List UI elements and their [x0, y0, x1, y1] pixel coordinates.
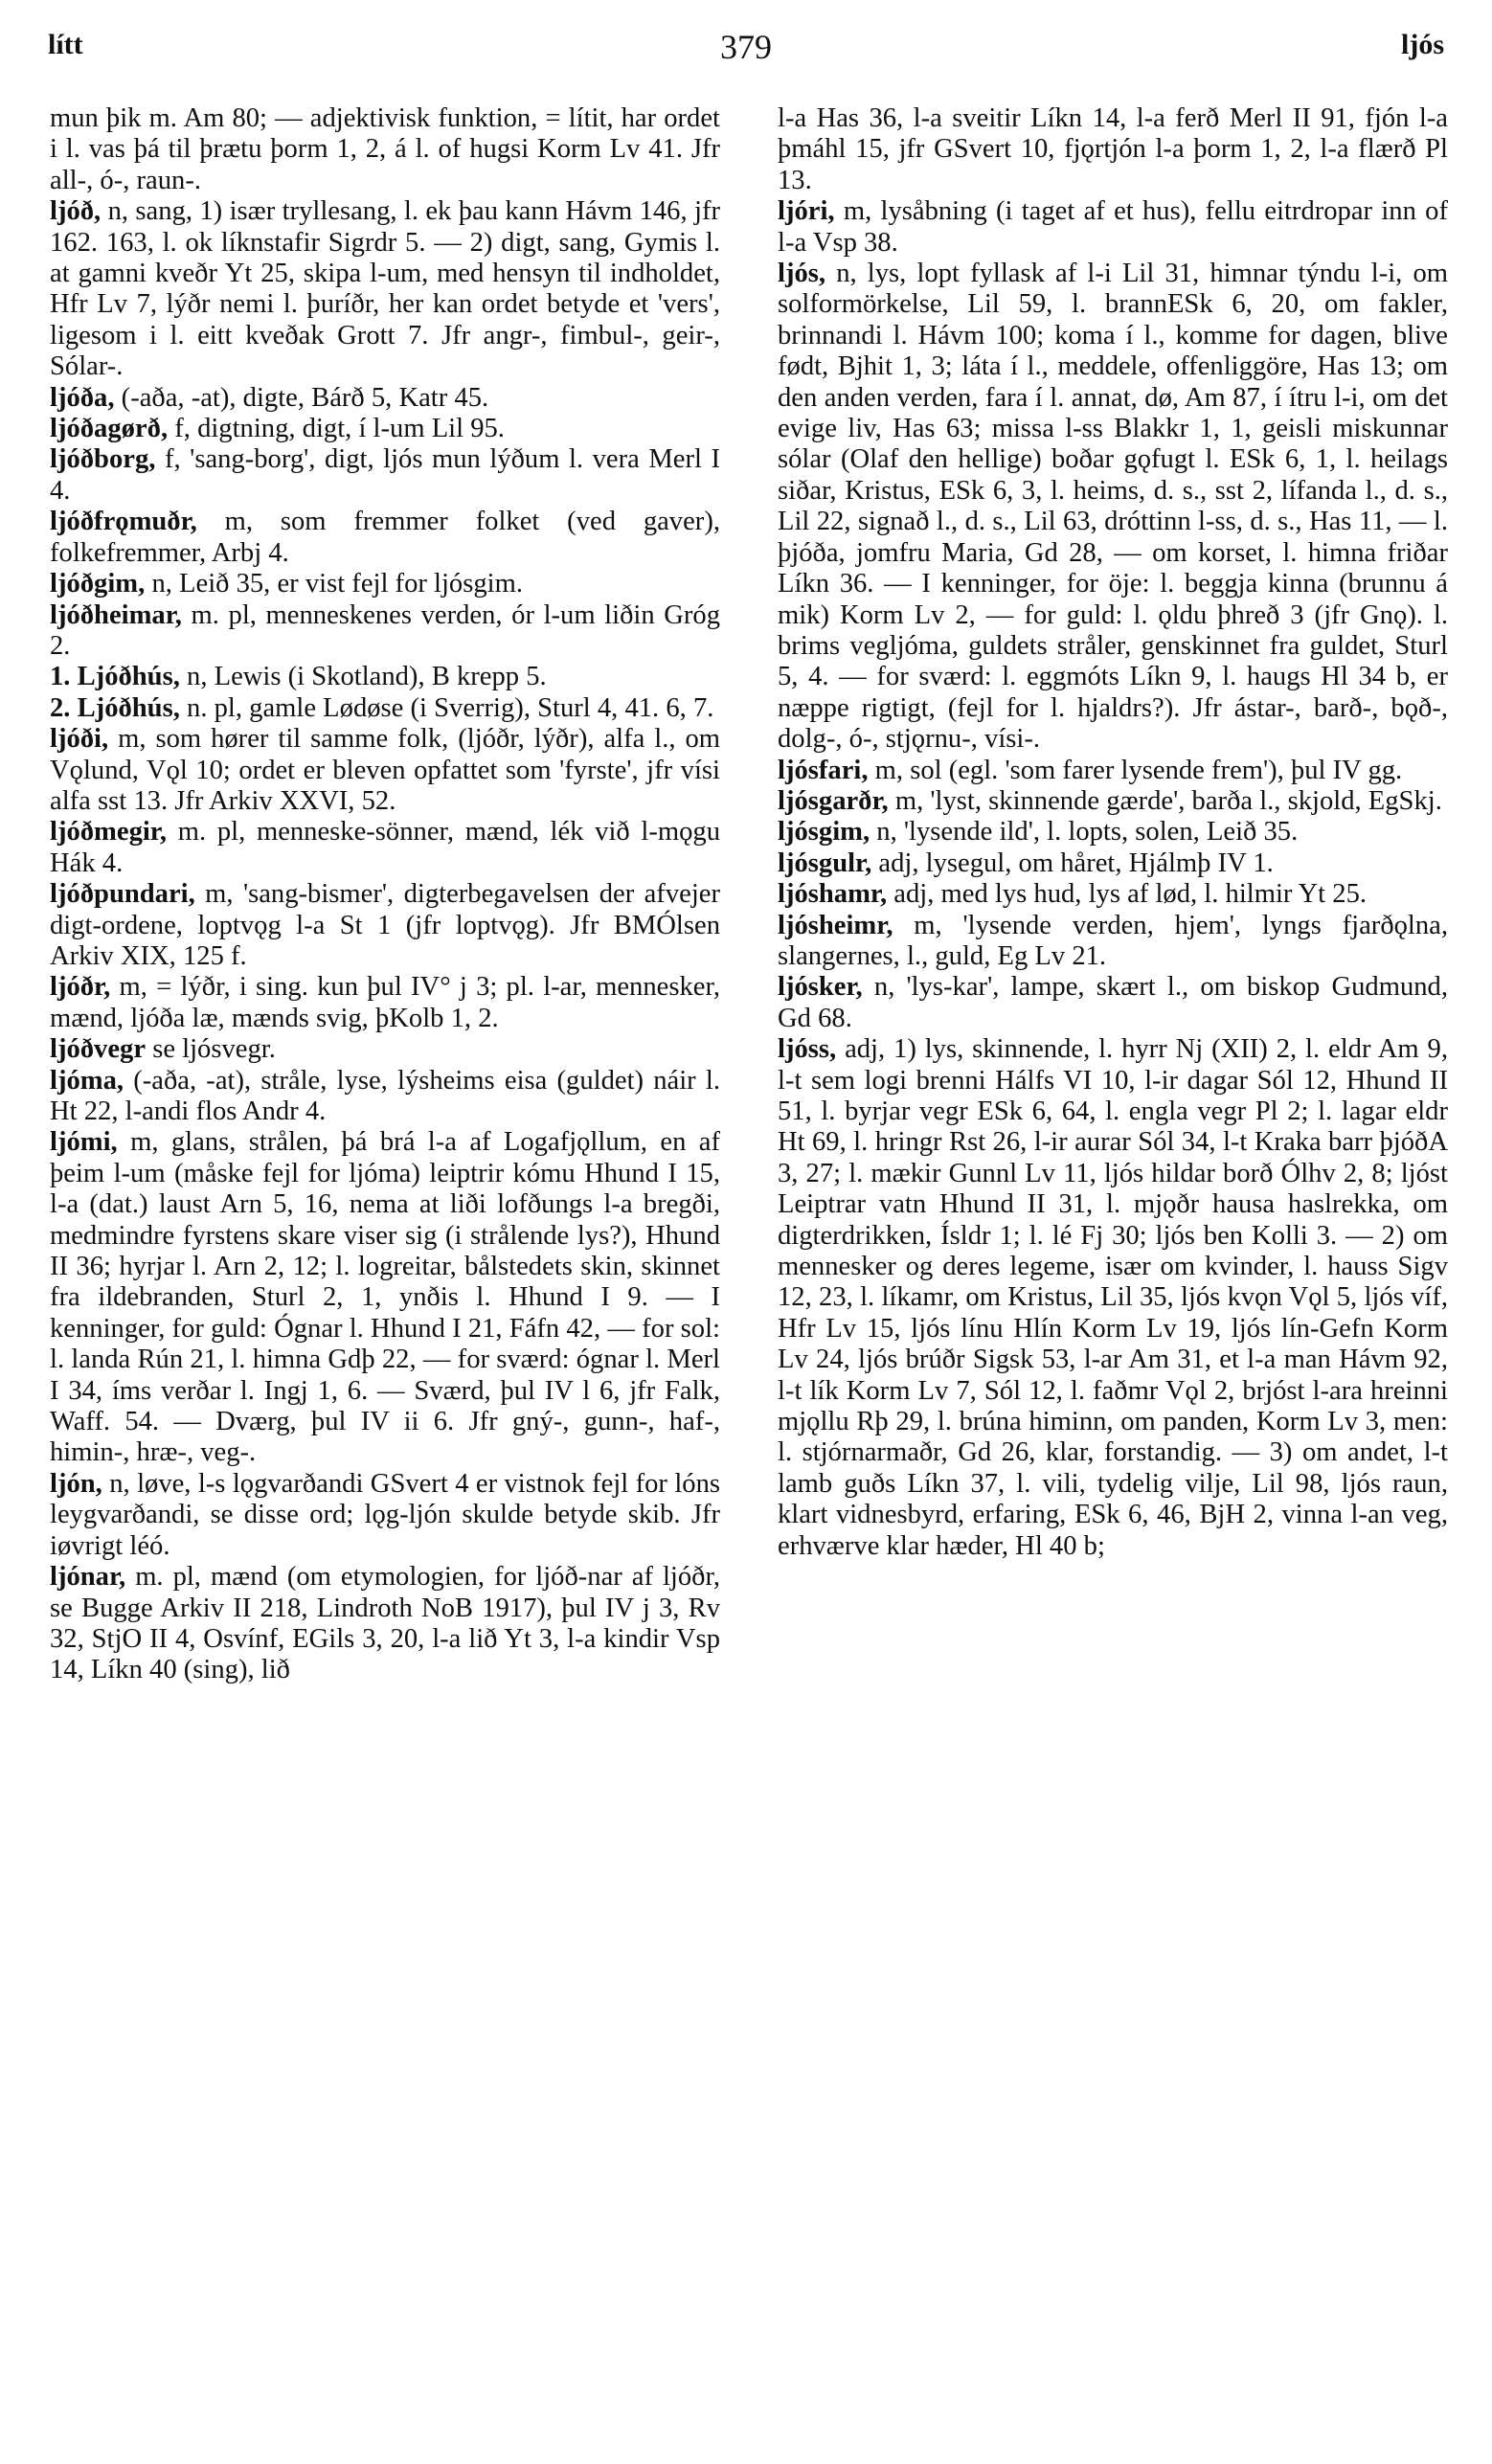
entry-headword: ljóðfrǫmuðr,: [50, 507, 197, 537]
entry-definition: f, 'sang-borg', digt, ljós mun lýðum l. vera Merl I 4.: [50, 444, 720, 506]
entry-definition: n, 'lysende ild', l. lopts, solen, Leið 35.: [876, 817, 1299, 848]
entry-headword: 1. Ljóðhús,: [50, 662, 180, 692]
entry-headword: ljóshamr,: [778, 879, 888, 910]
entry-definition: n, løve, l-s lǫgvarðandi GSvert 4 er vistnok fejl for lóns leygvarðandi, se disse ord; lǫg-ljón skulde betyde skib. Jfr iøvrigt léó.: [50, 1468, 720, 1561]
entry-headword: ljós,: [778, 259, 826, 289]
entry-definition: f, digtning, digt, í l-um Lil 95.: [174, 414, 505, 444]
entry-headword: ljóðheimar,: [50, 599, 182, 630]
entry-definition: m. pl, menneske-sönner, mænd, lék við l-mǫgu Hák 4.: [50, 817, 720, 878]
entry-definition: m, = lýðr, i sing. kun þul IV° j 3; pl. l-ar, mennesker, mænd, ljóða læ, mænds svig, þKolb 1, 2.: [50, 972, 720, 1033]
entry-definition: m, 'sang-bismer', digterbegavelsen der afvejer digt-ordene, loptvǫg l-a St 1 (jfr loptvǫg). Jfr BMÓlsen Arkiv XIX, 125 f.: [50, 879, 720, 971]
dictionary-entry: [50, 972, 720, 1034]
entry-headword: ljóss,: [778, 1034, 837, 1065]
entry-headword: 2. Ljóðhús,: [50, 692, 180, 723]
dictionary-entry: [778, 972, 1448, 1034]
header-first-word: lítt: [48, 29, 83, 60]
entry-definition: n, 'lys-kar', lampe, skært l., om biskop Gudmund, Gd 68.: [778, 972, 1448, 1033]
dictionary-entry: [778, 196, 1448, 259]
dictionary-entry: [778, 817, 1448, 848]
entry-definition: m, 'lyst, skinnende gærde', barða l., skjold, EgSkj.: [894, 785, 1442, 816]
dictionary-entry: [50, 444, 720, 507]
dictionary-entry: [50, 103, 720, 196]
dictionary-entry: [50, 600, 720, 663]
entry-headword: ljóðpundari,: [50, 879, 195, 910]
entry-definition: (-aða, -at), stråle, lyse, lýsheims eisa (guldet) náir l. Ht 22, l-andi flos Andr 4.: [50, 1065, 720, 1126]
dictionary-entry: [50, 1469, 720, 1562]
entry-definition: m, 'lysende verden, hjem', lyngs fjarðǫlna, slangernes, l., guld, Eg Lv 21.: [778, 910, 1448, 971]
dictionary-entry: [50, 662, 720, 692]
entry-definition: m, som hører til samme folk, (ljóðr, lýðr), alfa l., om Vǫlund, Vǫl 10; ordet er bleven opfattet som 'fyrste', jfr vísi alfa sst 13. Jfr Arkiv XXVI, 52.: [50, 724, 720, 816]
entry-definition: m, som fremmer folket (ved gaver), folkefremmer, Arbj 4.: [50, 507, 720, 568]
entry-definition: n, sang, 1) især tryllesang, l. ek þau kann Hávm 146, jfr 162. 163, l. ok líknstafir Sigrdr 5. — 2) digt, sang, Gymis l. at gamni kveðr Yt 25, skipa l-um, med hensyn til indholdet, Hfr Lv 7, lýðr nemi l. þuríðr, her kan ordet betyde et 'vers', ligesom i l. eitt kveðak Grott 7. Jfr angr-, fimbul-, geir-, Sólar-.: [50, 196, 720, 382]
dictionary-entry: [50, 507, 720, 569]
entry-headword: ljóðgim,: [50, 569, 146, 599]
right-column: [778, 103, 1448, 1562]
entry-headword: ljóðr,: [50, 972, 111, 1003]
entry-headword: ljónar,: [50, 1562, 126, 1593]
dictionary-entry: [778, 756, 1448, 786]
dictionary-entry: [50, 414, 720, 444]
entry-headword: ljósker,: [778, 972, 863, 1003]
entry-definition: adj, 1) lys, skinnende, l. hyrr Nj (XII) 2, l. eldr Am 9, l-t sem logi brenni Hálfs VI 10, l-ir dagar Sól 12, Hhund II 51, l. byrjar vegr ESk 6, 64, l. engla vegr Pl 2; l. lagar eldr Ht 69, l. hringr Rst 26, l-ir aurar Sól 34, l-t Kraka barr þjóðA 3, 27; l. mækir Gunnl Lv 11, ljós hildar borð Ólhv 2, 8; ljóst Leiptrar vatn Hhund II 31, l. mjǫðr hausa haslrekka, om digterdrikken, Ísldr 1; l. lé Fj 30; ljós ben Kolli 3. — 2) om mennesker og deres legeme, især om kvinder, l. hauss Sigv 12, 23, l. líkamr, om Kristus, Lil 35, ljós kvǫn Vǫl 5, ljós víf, Hfr Lv 15, ljós línu Hlín Korm Lv 19, ljós lín-Gefn Korm Lv 24, ljós brúðr Sigsk 53, l-ar Am 31, et l-a man Hávm 92, l-t lík Korm Lv 7, Sól 12, l. faðmr Vǫl 2, brjóst l-ara hreinni mjǫllu Rþ 29, l. brúna himinn, om panden, Korm Lv 3, men: l. stjórnarmaðr, Gd 26, klar, forstandig. — 3) om andet, l-t lamb guðs Líkn 37, l. vili, tydelig vilje, Lil 98, ljós raun, klart vidnesbyrd, erfaring, ESk 6, 46, BjH 2, vinna l-an veg, erhværve klar hæder, Hl 40 b;: [778, 1034, 1448, 1561]
dictionary-entry: [50, 383, 720, 414]
dictionary-entry: [778, 103, 1448, 196]
entry-headword: ljóða,: [50, 382, 115, 413]
entry-headword: ljón,: [50, 1468, 102, 1499]
entry-headword: ljósgarðr,: [778, 785, 889, 816]
entry-definition: m, sol (egl. 'som farer lysende frem'), þul IV gg.: [874, 755, 1403, 785]
header-last-word: ljós: [1401, 29, 1444, 60]
entry-headword: ljósfari,: [778, 755, 869, 785]
entry-headword: ljósgim,: [778, 817, 870, 848]
dictionary-entry: [778, 1034, 1448, 1562]
entry-headword: ljósheimr,: [778, 910, 893, 940]
entry-definition: adj, med lys hud, lys af lød, l. hilmir Yt 25.: [893, 879, 1368, 910]
entry-definition: adj, lysegul, om håret, Hjálmþ IV 1.: [878, 848, 1274, 878]
entry-definition: l-a Has 36, l-a sveitir Líkn 14, l-a ferð Merl II 91, fjón l-a þmáhl 15, jfr GSvert 10, fjǫrtjón l-a þorm 1, 2, l-a flærð Pl 13.: [778, 103, 1448, 195]
entry-definition: m, glans, strålen, þá brá l-a af Logafjǫllum, en af þeim l-um (måske fejl for ljóma) leiptrir kómu Hhund I 15, l-a (dat.) laust Arn 5, 16, nema at liði lofðungs l-a bregði, medmindre fyrstens skare viser sig (i strålende lys?), Hhund II 36; hyrjar l. Arn 2, 12; l. logreitar, bålstedets skin, skinnet fra ildebranden, Sturl 2, 1, ynðis l. Hhund I 9. — I kenninger, for guld: Ógnar l. Hhund I 21, Fáfn 42, — for sol: l. landa Rún 21, l. himna Gdþ 22, — for sværd: ógnar l. Merl I 34, íms verðar l. Ingj 1, 6. — Sværd, þul IV l 6, jfr Falk, Waff. 54. — Dværg, þul IV ii 6. Jfr gný-, gunn-, haf-, himin-, hræ-, veg-.: [50, 1127, 720, 1468]
entry-headword: ljóðmegir,: [50, 817, 168, 848]
entry-definition: n, Lewis (i Skotland), B krepp 5.: [187, 662, 547, 692]
entry-headword: ljóð,: [50, 196, 102, 227]
entry-definition: n, lys, lopt fyllask af l-i Lil 31, himnar týndu l-i, om solformörkelse, Lil 59, l. brannESk 6, 20, om fakler, brinnandi l. Hávm 100; koma í l., komme for dagen, blive født, Bjhit 1, 3; láta í l., meddele, offenliggöre, Has 13; om den anden verden, fara í l. annat, dø, Am 87, í ítru l-i, om det evige liv, Has 63; missa l-ss Blakkr 1, 1, geisli miskunnar sólar (Olaf den hellige) boðar gǫfugt l. ESk 6, 1, l. heilags siðar, Kristus, ESk 6, 3, l. heims, d. s., sst 2, lífanda l., d. s., Lil 22, signað l., d. s., Lil 63, dróttinn l-ss, d. s., Has 11, — l. þjóða, jomfru Maria, Gd 28, — om korset, l. himna friðar Líkn 36. — I kenninger, for öje: l. beggja kinna (brunnu á mik) Korm Lv 2, — for guld: l. ǫldu þhreð 3 (jfr Gnǫ). l. brims vegljóma, guldets stråler, genskinnet fra guldet, Sturl 5, 4. — for sværd: l. eggmóts Líkn 9, l. haugs Hl 34 b, er næppe rigtigt, (fejl for l. hjaldrs?). Jfr ástar-, barð-, bǫð-, dolg-, ó-, stjǫrnu-, vísi-.: [778, 259, 1449, 755]
entry-headword: ljóri,: [778, 196, 835, 227]
left-column: [50, 103, 720, 1686]
dictionary-entry: [50, 1127, 720, 1468]
entry-headword: ljóma,: [50, 1065, 124, 1096]
dictionary-entry: [50, 724, 720, 817]
entry-definition: n, Leið 35, er vist fejl for ljósgim.: [151, 569, 523, 599]
entry-definition: n. pl, gamle Lødøse (i Sverrig), Sturl 4, 41. 6, 7.: [187, 692, 714, 723]
dictionary-entry: [50, 879, 720, 972]
running-header: [48, 29, 1444, 75]
dictionary-entry: [778, 848, 1448, 879]
dictionary-entry: [778, 259, 1448, 756]
dictionary-entry: [778, 911, 1448, 973]
entry-headword: ljóðagørð,: [50, 414, 169, 444]
entry-definition: (-aða, -at), digte, Bárð 5, Katr 45.: [121, 382, 489, 413]
entry-definition: mun þik m. Am 80; — adjektivisk funktion, = lítit, har ordet i l. vas þá til þrætu þorm 1, 2, á l. of hugsi Korm Lv 41. Jfr all-, ó-, raun-.: [50, 103, 720, 195]
dictionary-entry: [50, 1034, 720, 1065]
entry-headword: ljóðvegr: [50, 1034, 147, 1065]
dictionary-entry: [50, 817, 720, 879]
page-number: 379: [720, 28, 772, 66]
dictionary-entry: [778, 879, 1448, 910]
entry-headword: ljóðborg,: [50, 444, 156, 475]
dictionary-entry: [50, 693, 720, 724]
dictionary-entry: [50, 1562, 720, 1686]
entry-headword: ljómi,: [50, 1127, 118, 1158]
entry-definition: m. pl, menneskenes verden, ór l-um liðin Gróg 2.: [50, 599, 720, 661]
dictionary-entry: [778, 786, 1448, 817]
entry-definition: m. pl, mænd (om etymologien, for ljóð-nar af ljóðr, se Bugge Arkiv II 218, Lindroth NoB 1917), þul IV j 3, Rv 32, StjO II 4, Osvínf, EGils 3, 20, l-a lið Yt 3, l-a kindir Vsp 14, Líkn 40 (sing), lið: [50, 1562, 720, 1685]
entry-headword: ljósgulr,: [778, 848, 872, 878]
dictionary-entry: [50, 1066, 720, 1128]
dictionary-entry: [50, 196, 720, 382]
entry-headword: ljóði,: [50, 724, 109, 755]
entry-definition: m, lysåbning (i taget af et hus), fellu eitrdropar inn of l-a Vsp 38.: [778, 196, 1448, 258]
dictionary-entry: [50, 569, 720, 599]
entry-definition: se ljósvegr.: [152, 1034, 276, 1065]
